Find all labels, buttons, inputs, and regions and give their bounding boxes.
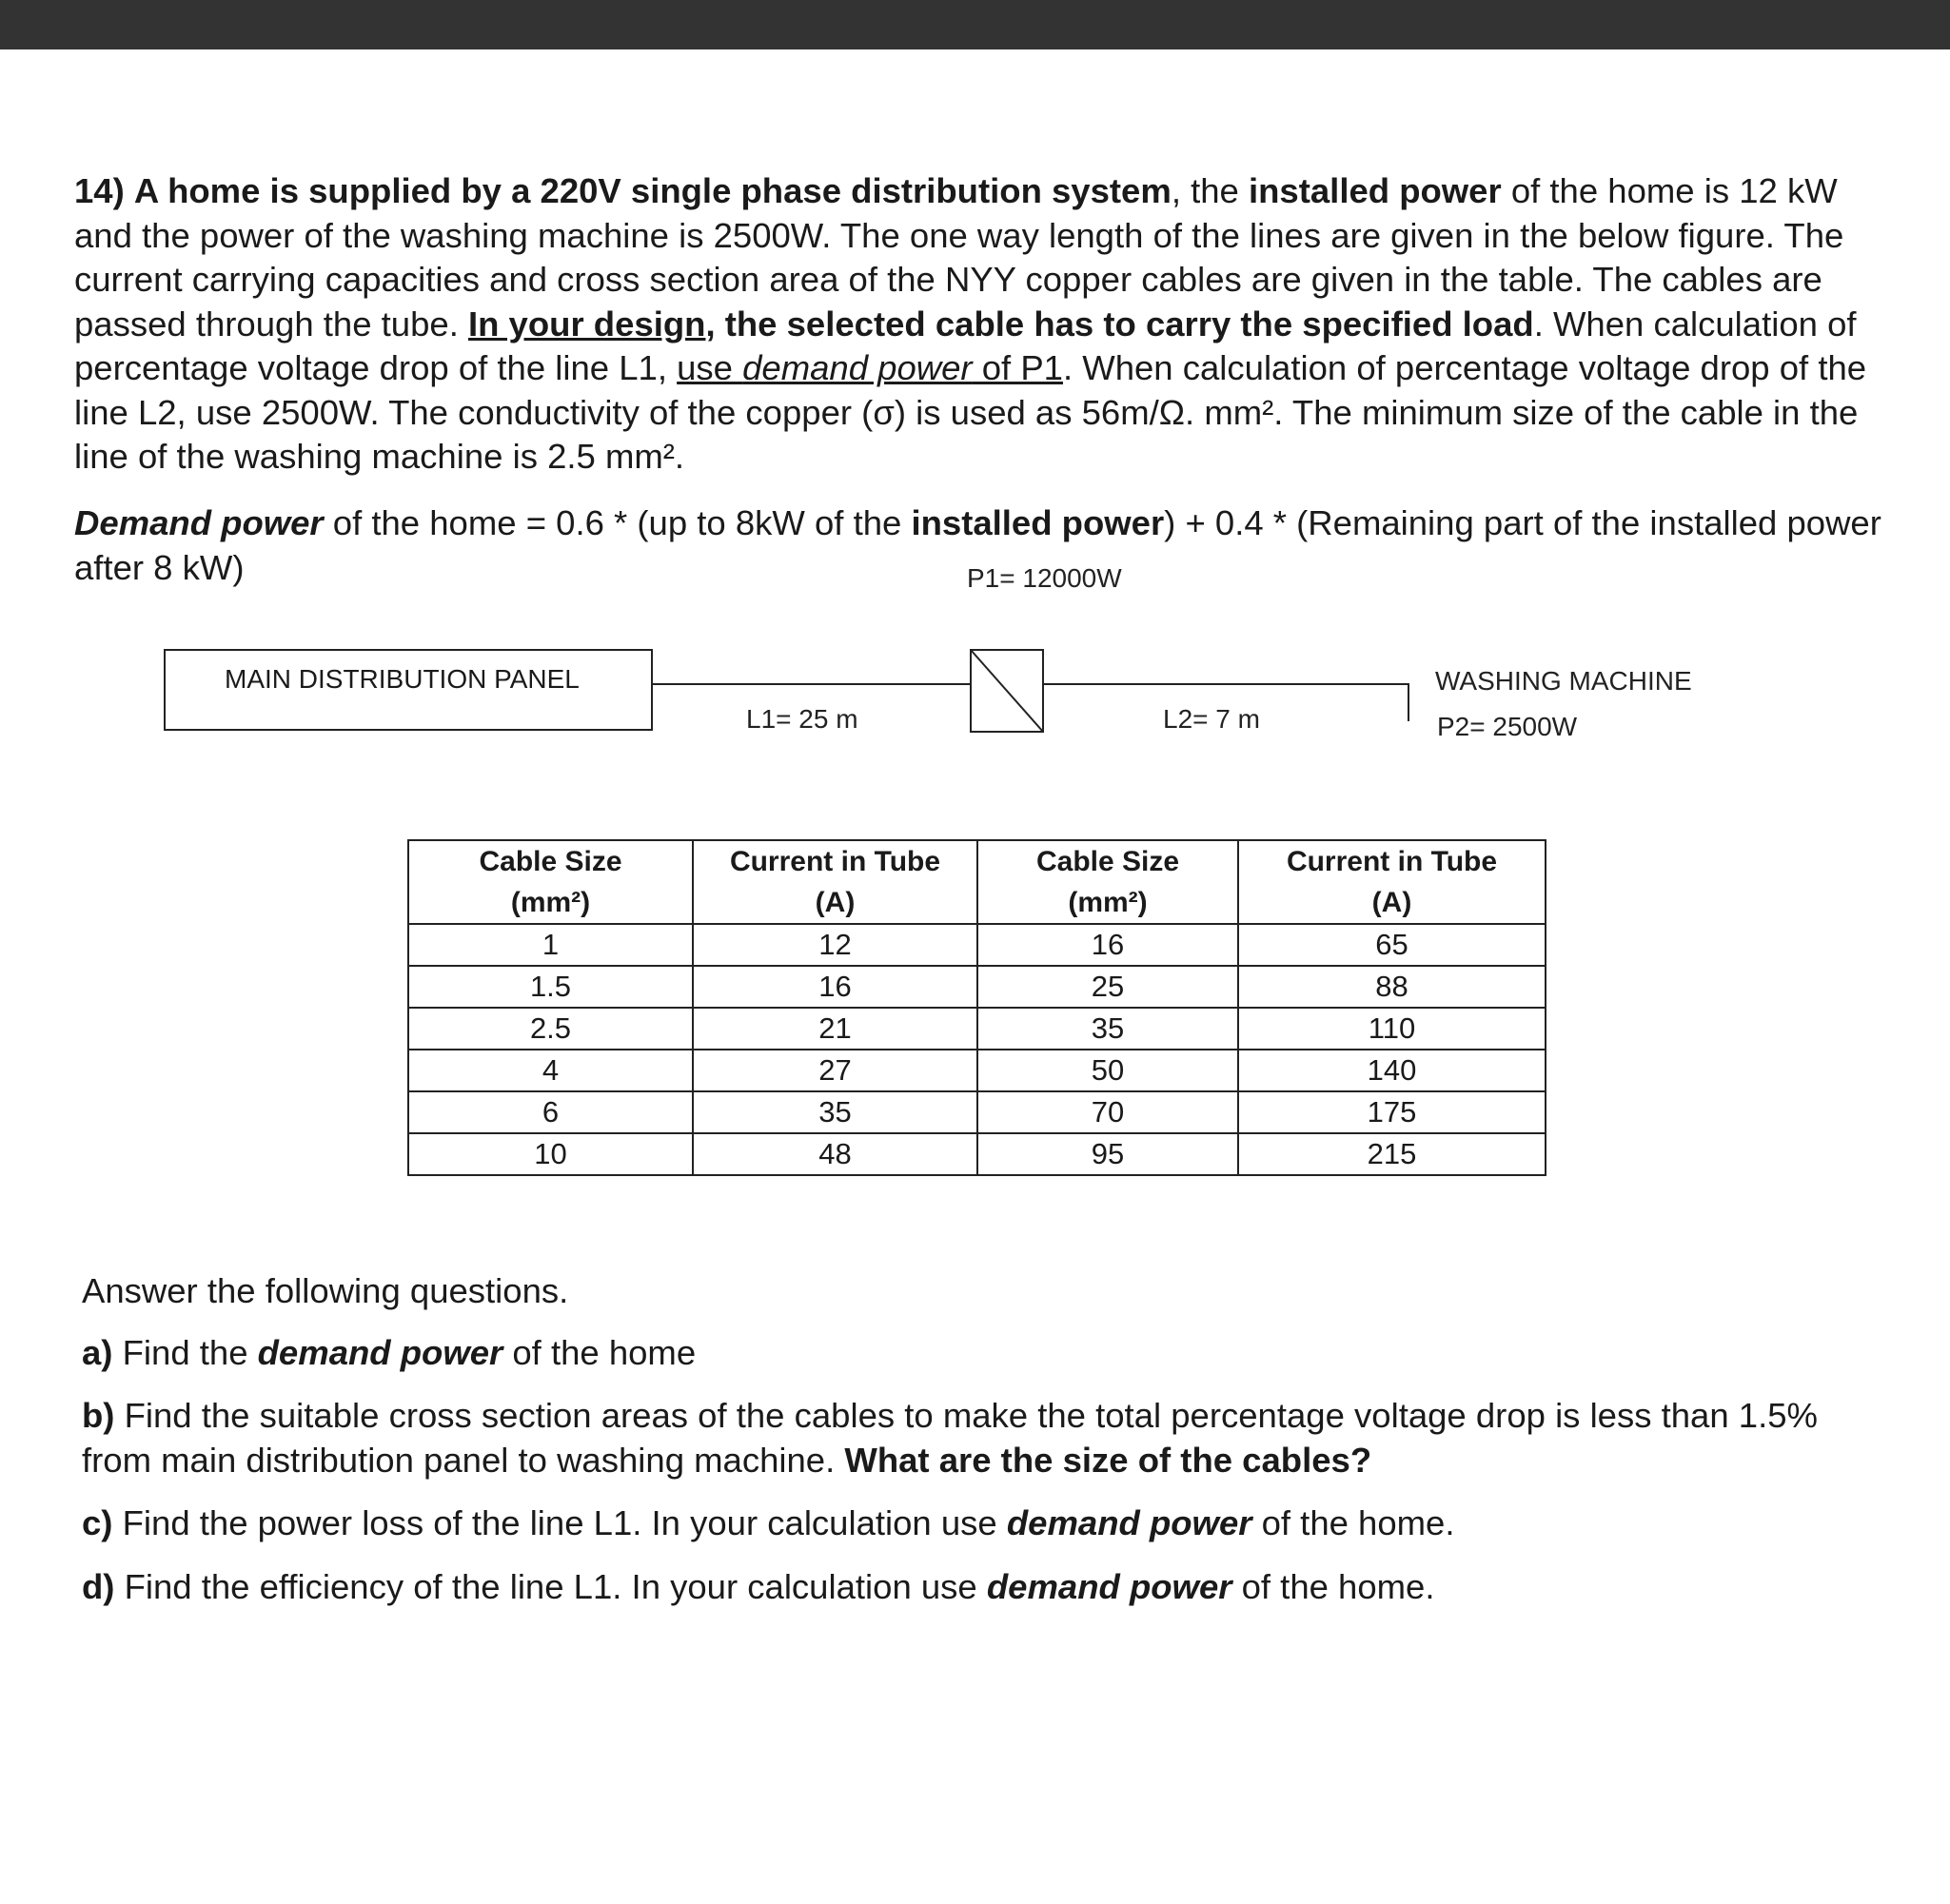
line-l2 bbox=[1043, 683, 1408, 685]
table-cell: 16 bbox=[977, 924, 1238, 966]
demand-power-term: demand power bbox=[742, 348, 973, 387]
header-cable-size-1 bbox=[408, 840, 693, 924]
table-cell: 27 bbox=[693, 1050, 977, 1091]
header-text: Cable Size bbox=[1035, 846, 1180, 877]
supply-description: A home is supplied by a 220V single phase distribution system bbox=[133, 171, 1172, 210]
text-fragment: Find the bbox=[112, 1332, 258, 1372]
table-cell: 50 bbox=[977, 1050, 1238, 1091]
underlined-text: use bbox=[677, 348, 743, 387]
p2-label: P2= 2500W bbox=[1437, 712, 1578, 741]
demand-power-term: Demand power bbox=[74, 503, 324, 542]
l2-length-label: L2= 7 m bbox=[1163, 704, 1260, 734]
installed-power-term: installed power bbox=[1248, 171, 1502, 210]
table-row bbox=[408, 1091, 1546, 1133]
table-cell: 4 bbox=[408, 1050, 693, 1091]
underlined-text: of P1 bbox=[972, 348, 1063, 387]
table-cell: 35 bbox=[693, 1091, 977, 1133]
header-unit: (A) bbox=[1371, 887, 1412, 918]
table-cell: 70 bbox=[977, 1091, 1238, 1133]
table-row bbox=[408, 1008, 1546, 1050]
text-fragment: of the home is 12 kW and the power of the washing machine is 2500W. The one way length of the lines are given in the below figure. The current carrying capacities and cross section area of the NYY copper cables are given in the table. The cables are passed through the tube. bbox=[74, 171, 1844, 344]
problem-number: 14) bbox=[74, 171, 125, 210]
text-fragment: . When calculation of percentage voltage drop of the line L1, bbox=[74, 304, 1857, 387]
table-row bbox=[408, 1050, 1546, 1091]
table-cell: 140 bbox=[1238, 1050, 1546, 1091]
switch-box-icon bbox=[970, 649, 1044, 733]
question-a bbox=[82, 1331, 1890, 1376]
question-c bbox=[82, 1502, 1890, 1546]
text-fragment: , the bbox=[1171, 171, 1249, 210]
table-row bbox=[408, 1133, 1546, 1175]
table-cell: 95 bbox=[977, 1133, 1238, 1175]
table-cell: 16 bbox=[693, 966, 977, 1008]
questions-section bbox=[82, 1269, 1890, 1609]
table-cell: 88 bbox=[1238, 966, 1546, 1008]
header-text: Current in Tube bbox=[729, 846, 941, 877]
header-unit: (mm²) bbox=[1068, 887, 1148, 918]
table-cell: 175 bbox=[1238, 1091, 1546, 1133]
header-unit: (mm²) bbox=[510, 887, 591, 918]
question-d bbox=[82, 1565, 1890, 1610]
table-cell: 21 bbox=[693, 1008, 977, 1050]
table-cell: 48 bbox=[693, 1133, 977, 1175]
table-cell: 110 bbox=[1238, 1008, 1546, 1050]
circuit-diagram bbox=[0, 638, 1950, 761]
installed-power-term: installed power bbox=[911, 503, 1165, 542]
question-label: c) bbox=[82, 1503, 113, 1542]
text-fragment: of the home bbox=[502, 1332, 697, 1372]
l1-length-label: L1= 25 m bbox=[746, 704, 858, 734]
text-fragment: ) + 0.4 * (Remaining part of the installed power after 8 kW) bbox=[74, 503, 1881, 587]
table-cell: 215 bbox=[1238, 1133, 1546, 1175]
text-fragment: Find the efficiency of the line L1. In your calculation use bbox=[114, 1566, 987, 1606]
demand-power-term: demand power bbox=[257, 1332, 503, 1372]
line-l1 bbox=[653, 683, 971, 685]
header-current-2 bbox=[1238, 840, 1546, 924]
text-fragment: Find the power loss of the line L1. In your calculation use bbox=[112, 1503, 1007, 1542]
table-header-row bbox=[408, 840, 1546, 924]
table-cell: 65 bbox=[1238, 924, 1546, 966]
table-cell: 25 bbox=[977, 966, 1238, 1008]
demand-power-term: demand power bbox=[1006, 1503, 1252, 1542]
table-cell: 1 bbox=[408, 924, 693, 966]
design-requirement: , the selected cable has to carry the specified load bbox=[705, 304, 1534, 344]
table-cell: 2.5 bbox=[408, 1008, 693, 1050]
text-fragment: of the home. bbox=[1231, 1566, 1435, 1606]
table-cell: 12 bbox=[693, 924, 977, 966]
line-end-tick bbox=[1408, 683, 1409, 721]
question-emphasis: What are the size of the cables? bbox=[844, 1440, 1372, 1480]
text-fragment: Find the suitable cross section areas of the cables to make the total percentage voltage drop is less than 1.5% from main distribution panel to washing machine. bbox=[82, 1396, 1818, 1480]
text-fragment: of the home. bbox=[1251, 1503, 1455, 1542]
header-unit: (A) bbox=[815, 887, 856, 918]
cable-table bbox=[407, 839, 1546, 1176]
table-cell: 35 bbox=[977, 1008, 1238, 1050]
header-cable-size-2 bbox=[977, 840, 1238, 924]
main-distribution-panel: MAIN DISTRIBUTION PANEL bbox=[164, 649, 653, 731]
washing-machine-label: WASHING MACHINE bbox=[1435, 666, 1692, 696]
demand-power-term: demand power bbox=[986, 1566, 1232, 1606]
header-current-1 bbox=[693, 840, 977, 924]
top-bar bbox=[0, 0, 1950, 49]
text-fragment: . When calculation of percentage voltage drop of the line L2, use 2500W. The conductivity of the copper (σ) is used as 56m/Ω. mm². The minimum size of the cable in the line of the washing machine is 2.5 mm². bbox=[74, 348, 1867, 476]
question-b bbox=[82, 1394, 1890, 1482]
question-label: b) bbox=[82, 1396, 115, 1435]
text-fragment: of the home = 0.6 * (up to 8kW of the bbox=[323, 503, 912, 542]
question-label: d) bbox=[82, 1566, 115, 1606]
design-phrase: In your design bbox=[467, 304, 706, 344]
questions-intro: Answer the following questions. bbox=[82, 1271, 569, 1310]
p1-label: P1= 12000W bbox=[967, 563, 1122, 593]
problem-statement bbox=[74, 169, 1882, 480]
table-row bbox=[408, 966, 1546, 1008]
question-label: a) bbox=[82, 1332, 113, 1372]
table-cell: 10 bbox=[408, 1133, 693, 1175]
header-text: Current in Tube bbox=[1286, 846, 1498, 877]
header-text: Cable Size bbox=[479, 846, 622, 877]
demand-definition bbox=[74, 501, 1882, 593]
table-cell: 6 bbox=[408, 1091, 693, 1133]
table-row bbox=[408, 924, 1546, 966]
table-cell: 1.5 bbox=[408, 966, 693, 1008]
